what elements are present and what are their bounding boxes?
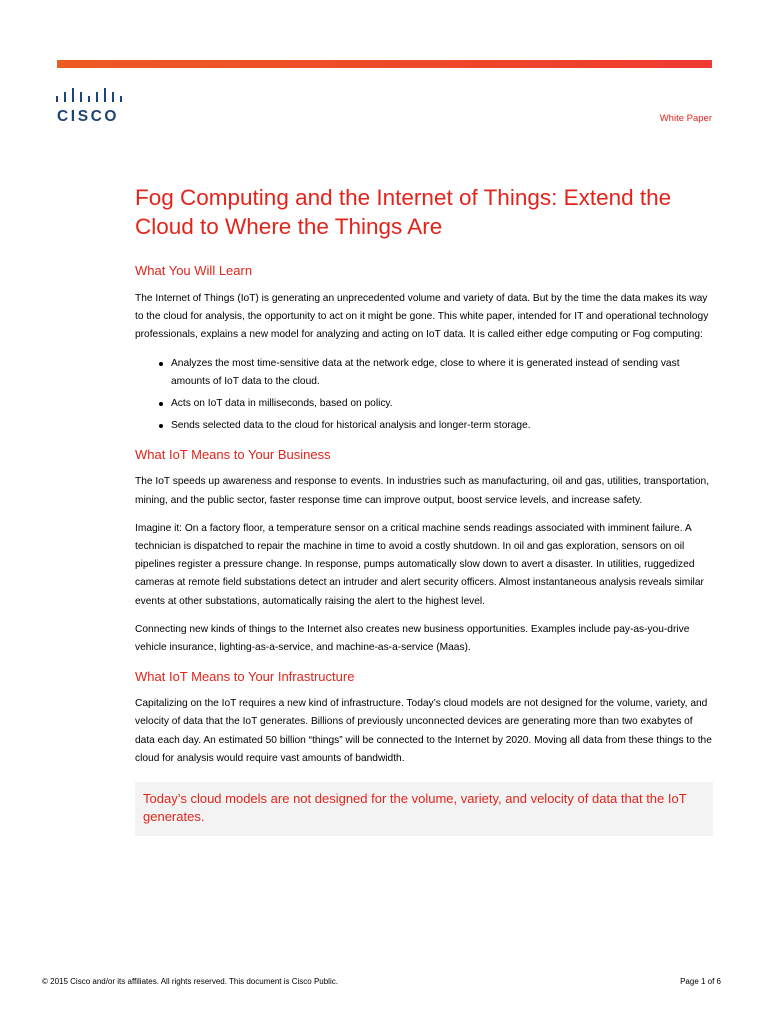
list-item bbox=[135, 395, 713, 413]
list-item-text: Acts on IoT data in milliseconds, based on policy. bbox=[171, 398, 393, 410]
logo-wordmark: CISCO bbox=[57, 108, 120, 125]
paragraph: The Internet of Things (IoT) is generating an unprecedented volume and variety of data. But by the time the data makes its way to the cloud for analysis, the opportunity to act on it might be gone. This white paper, intended for IT and operational technology professionals, explains a new model for analyzing and acting on IoT data. It is called either edge computing or Fog computing: bbox=[135, 293, 709, 341]
cisco-logo bbox=[55, 88, 127, 128]
document-type-label: White Paper bbox=[659, 113, 712, 124]
list-item-text: Analyzes the most time-sensitive data at the network edge, close to where it is generated instead of sending vast amounts of IoT data to the cloud. bbox=[171, 357, 680, 387]
footer-copyright: © 2015 Cisco and/or its affiliates. All rights reserved. This document is Cisco Public. bbox=[42, 977, 338, 986]
bullet-icon bbox=[159, 362, 163, 366]
paragraph: Imagine it: On a factory floor, a temperature sensor on a critical machine sends readings associated with imminent failure. A technician is dispatched to repair the machine in time to avoid a costly shutdown. In oil and gas exploration, sensors on oil pipelines register a pressure change. In response, pumps automatically slow down to avert a disaster. In utilities, ruggedized cameras at remote field substations detect an intruder and alert security officers. Almost instantaneous analysis reveals similar events at other substations, automatically raising the alert to the highest level. bbox=[135, 522, 704, 607]
section-heading-iot-infrastructure: What IoT Means to Your Infrastructure bbox=[135, 669, 355, 685]
section-heading-what-you-will-learn: What You Will Learn bbox=[135, 263, 253, 278]
list-item bbox=[135, 417, 713, 435]
bullet-icon bbox=[159, 402, 163, 406]
cisco-bridge-icon bbox=[55, 88, 127, 106]
paragraph: Connecting new kinds of things to the Internet also creates new business opportunities. Examples include pay-as-you-drive vehicle insurance, lighting-as-a-service, and machine-as-a-service (Maas). bbox=[135, 623, 690, 654]
page-title: Fog Computing and the Internet of Things: Extend the Cloud to Where the Things Are bbox=[135, 185, 672, 239]
pull-quote-callout: Today’s cloud models are not designed for the volume, variety, and velocity of data that the IoT generates. bbox=[135, 782, 713, 836]
top-accent-bar bbox=[57, 60, 712, 68]
list-item bbox=[135, 355, 713, 391]
paragraph: The IoT speeds up awareness and response to events. In industries such as manufacturing, oil and gas, utilities, transportation, mining, and the public sector, faster response time can improve output, boost service levels, and increase safety. bbox=[135, 476, 710, 506]
footer-page-number: Page 1 of 6 bbox=[680, 977, 721, 986]
paragraph: Capitalizing on the IoT requires a new kind of infrastructure. Today’s cloud models are not designed for the volume, variety, and velocity of data that the IoT generates. Billions of previously unconnected devices are generating more than two exabytes of data each day. An estimated 50 billion “things” will be connected to the Internet by 2020. Moving all data from these things to the cloud for analysis would require vast amounts of bandwidth. bbox=[135, 698, 712, 764]
list-item-text: Sends selected data to the cloud for historical analysis and longer-term storage. bbox=[171, 420, 531, 432]
section-heading-iot-business: What IoT Means to Your Business bbox=[135, 447, 331, 463]
main-content bbox=[135, 262, 713, 836]
bullet-icon bbox=[159, 424, 163, 428]
bullet-list bbox=[135, 355, 713, 436]
